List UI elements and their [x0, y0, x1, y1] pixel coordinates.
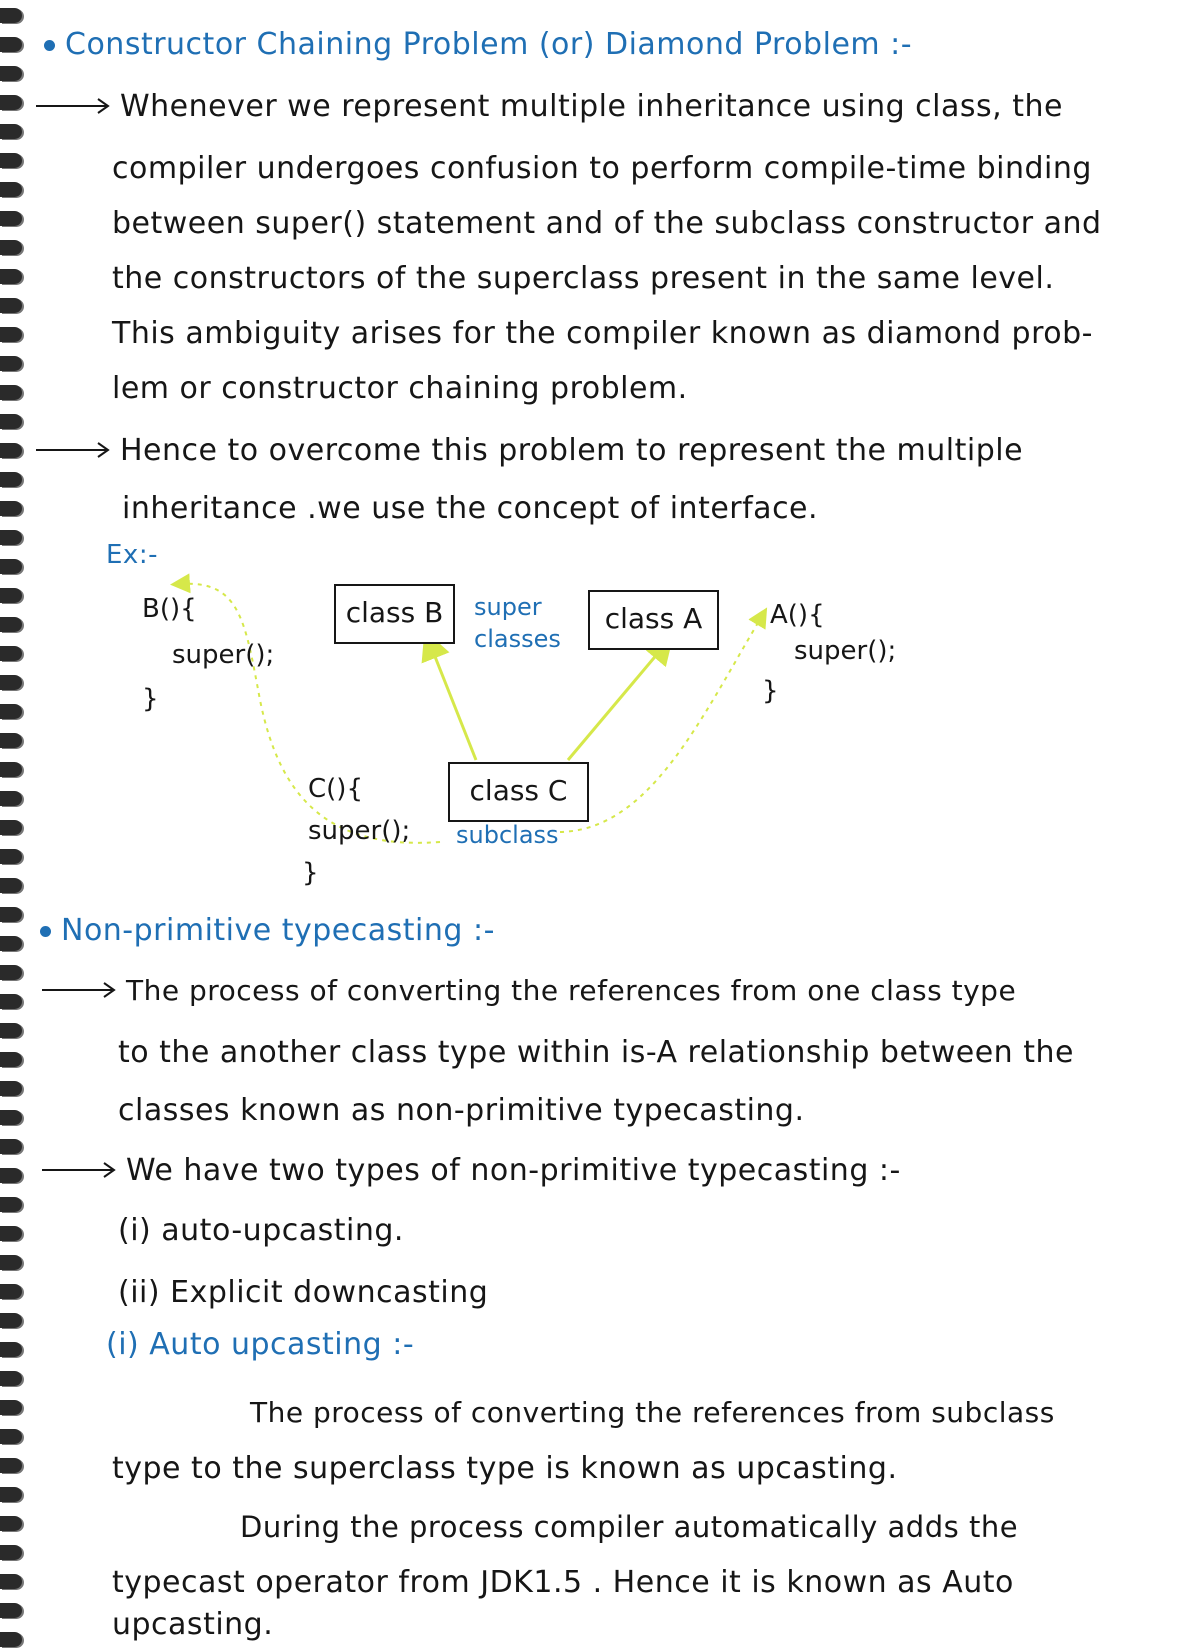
type-item-1: (ii) Explicit downcasting: [118, 1275, 489, 1310]
class-a-box: class A: [588, 590, 719, 650]
heading-non-primitive-typecasting: [40, 912, 495, 950]
code-c-line-0: C(){: [308, 774, 363, 804]
para1-line-5: lem or constructor chaining problem.: [112, 371, 688, 406]
para2-line-1: inheritance .we use the concept of interface.: [122, 491, 819, 526]
line-text: The process of converting the references from one class type: [126, 974, 1017, 1007]
code-b-line-0: B(){: [142, 594, 197, 624]
right-arrow-icon: [40, 980, 118, 1000]
para3-line-0: [40, 972, 1016, 1010]
para5-line-0: The process of converting the references from subclass: [250, 1396, 1055, 1429]
para6-line-0: During the process compiler automatically adds the: [240, 1510, 1019, 1544]
code-a-line-1: super();: [794, 636, 897, 666]
line-text: Hence to overcome this problem to represent the multiple: [120, 433, 1024, 468]
inheritance-arrow-c-to-b: [430, 644, 476, 760]
super-classes-label-2: classes: [474, 625, 561, 653]
class-b-box: class B: [334, 584, 455, 644]
heading-auto-upcasting: (i) Auto upcasting :-: [106, 1327, 415, 1362]
heading-text: Non-primitive typecasting :-: [61, 913, 495, 948]
code-b-line-2: }: [142, 684, 159, 714]
inheritance-arrow-c-to-a: [568, 646, 664, 760]
bullet-icon: [40, 926, 51, 937]
type-item-0: (i) auto-upcasting.: [118, 1213, 404, 1248]
example-label: Ex:-: [106, 540, 158, 570]
para3-line-1: to the another class type within is-A relationship between the: [118, 1035, 1074, 1070]
code-c-line-2: }: [302, 858, 319, 888]
code-b-line-1: super();: [172, 640, 275, 670]
para1-line-1: compiler undergoes confusion to perform compile-time binding: [112, 151, 1092, 186]
para3-line-2: classes known as non-primitive typecasting.: [118, 1093, 805, 1128]
para5-line-1: type to the superclass type is known as upcasting.: [112, 1451, 898, 1486]
para4-line: [40, 1152, 901, 1190]
para6-line-1: typecast operator from JDK1.5 . Hence it is known as Auto: [112, 1565, 1014, 1600]
code-a-line-0: A(){: [770, 600, 825, 630]
line-text: Whenever we represent multiple inheritance using class, the: [120, 89, 1063, 124]
super-classes-label-1: super: [474, 593, 542, 621]
para6-line-2: upcasting.: [112, 1607, 274, 1642]
class-c-box: class C: [448, 762, 589, 822]
para1-line-4: This ambiguity arises for the compiler known as diamond prob-: [112, 316, 1093, 351]
subclass-label: subclass: [456, 821, 559, 849]
line-text: We have two types of non-primitive typecasting :-: [126, 1153, 901, 1188]
right-arrow-icon: [40, 1160, 118, 1180]
para1-line-3: the constructors of the superclass present in the same level.: [112, 261, 1055, 296]
heading-text: Constructor Chaining Problem (or) Diamond Problem :-: [65, 27, 913, 62]
para1-line-2: between super() statement and of the subclass constructor and: [112, 206, 1102, 241]
code-a-line-2: }: [762, 676, 779, 706]
code-c-line-1: super();: [308, 816, 411, 846]
